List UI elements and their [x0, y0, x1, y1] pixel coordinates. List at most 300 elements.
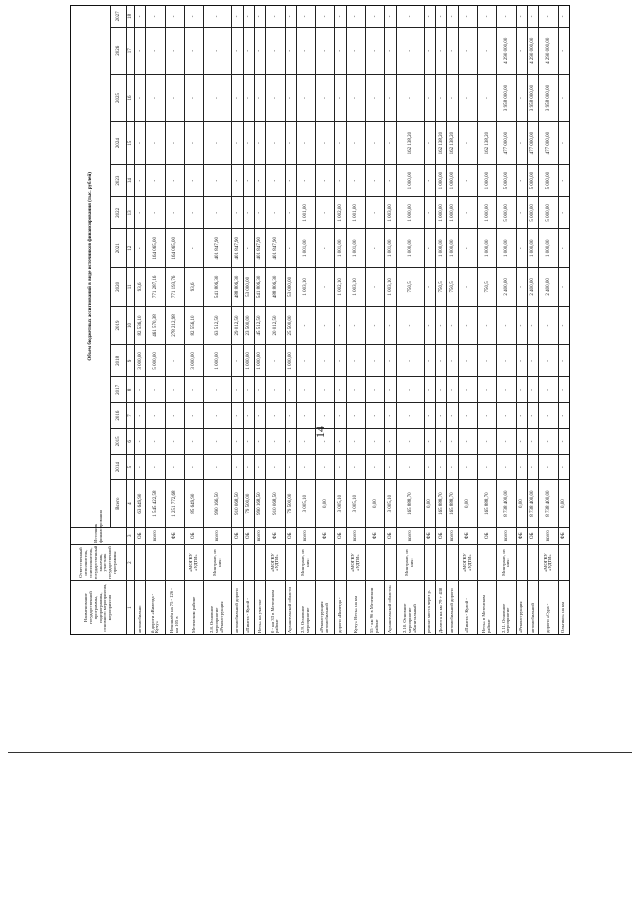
row-source: ФБ — [266, 527, 285, 544]
column-number: 6 — [127, 428, 135, 454]
row-year-value: - — [424, 165, 435, 197]
row-year-value: 1 000,00 — [396, 197, 424, 229]
row-year-value: 461 570,38 — [146, 306, 165, 345]
table-row — [516, 6, 527, 635]
rotated-table-container — [70, 5, 570, 635]
row-year-value: - — [165, 122, 184, 165]
row-year-value: - — [146, 165, 165, 197]
row-name: автомобильной — [527, 581, 538, 635]
table-row — [478, 6, 497, 635]
row-executor — [316, 544, 335, 580]
row-year-value: - — [558, 306, 569, 345]
row-year-value: - — [146, 377, 165, 403]
row-year-value: - — [296, 345, 315, 377]
row-source: ОБ — [243, 527, 254, 544]
row-year-value: - — [243, 6, 254, 28]
row-year-value: - — [478, 345, 497, 377]
row-year-value: - — [243, 454, 254, 480]
column-number: 10 — [127, 306, 135, 345]
row-year-value: - — [232, 428, 243, 454]
row-year-value: - — [366, 197, 385, 229]
row-year-value: - — [396, 454, 424, 480]
row-year-value: - — [204, 122, 232, 165]
table-row — [497, 6, 516, 635]
row-year-value: 5 000,00 — [539, 197, 558, 229]
row-year-value: 3 000,00 — [184, 345, 203, 377]
row-source: ОБ — [285, 527, 296, 544]
row-name: 0 - км 33 в Мезенском районе — [266, 581, 285, 635]
row-year-value: - — [424, 197, 435, 229]
row-executor: Минтранс, из них: — [396, 544, 424, 580]
row-source: всего — [146, 527, 165, 544]
row-year-value: 23 500,00 — [243, 306, 254, 345]
row-year-value: 1 003,10 — [346, 268, 365, 307]
row-year-value: - — [436, 74, 447, 121]
row-total: 990 166,50 — [204, 480, 232, 527]
row-year-value: - — [243, 27, 254, 74]
row-year-value: - — [296, 6, 315, 28]
row-year-value: - — [135, 403, 146, 429]
row-year-value: - — [285, 454, 296, 480]
row-year-value: 3 000,00 — [135, 345, 146, 377]
row-year-value: 750,5 — [447, 268, 458, 307]
row-year-value: 5 000,00 — [539, 165, 558, 197]
row-total: 85 649,90 — [184, 480, 203, 527]
header-funding-title: Объем бюджетных ассигнований в виде источников финансирования (тыс. рублей) — [71, 6, 111, 528]
row-year-value: - — [385, 454, 396, 480]
row-year-value: 1 000,00 — [478, 165, 497, 197]
row-year-value: 771 193,76 — [165, 268, 184, 307]
header-executor: Ответственный исполнитель, соисполнитель, государственный заказчик, участник государственной программы — [71, 544, 127, 580]
row-year-value: - — [527, 403, 538, 429]
row-year-value: - — [232, 197, 243, 229]
row-year-value: - — [516, 268, 527, 307]
row-year-value: 1 000,00 — [478, 229, 497, 268]
row-year-value: - — [184, 27, 203, 74]
row-year-value: - — [366, 27, 385, 74]
row-year-value: - — [539, 377, 558, 403]
row-year-value: 4 290 000,00 — [527, 27, 538, 74]
row-year-value: - — [204, 454, 232, 480]
row-year-value: - — [558, 229, 569, 268]
row-year-value: - — [366, 229, 385, 268]
row-year-value: - — [366, 122, 385, 165]
row-year-value: - — [316, 454, 335, 480]
row-year-value: - — [335, 345, 346, 377]
row-year-value: - — [436, 454, 447, 480]
row-year-value: - — [316, 306, 335, 345]
row-name: дороги «Вилегда - — [335, 581, 346, 635]
table-row — [447, 6, 458, 635]
row-year-value: - — [296, 306, 315, 345]
row-year-value: - — [335, 122, 346, 165]
row-year-value: 1 003,10 — [296, 268, 315, 307]
row-year-value: - — [366, 403, 385, 429]
row-year-value: - — [296, 27, 315, 74]
row-executor — [527, 544, 538, 580]
row-year-value: - — [285, 165, 296, 197]
row-year-value: 3 958 000,00 — [527, 74, 538, 121]
column-number: 4 — [127, 480, 135, 527]
row-year-value: - — [135, 122, 146, 165]
row-year-value: - — [243, 428, 254, 454]
row-year-value: - — [497, 454, 516, 480]
table-row — [232, 6, 243, 635]
row-year-value: - — [165, 345, 184, 377]
row-year-value: - — [458, 306, 477, 345]
row-year-value: - — [385, 428, 396, 454]
row-executor: «МОГКУ «УДТИ» — [184, 544, 203, 580]
row-year-value: - — [424, 6, 435, 28]
row-year-value: - — [458, 74, 477, 121]
row-executor — [478, 544, 497, 580]
row-year-value: 1 001,00 — [346, 229, 365, 268]
row-year-value: - — [436, 345, 447, 377]
row-year-value: - — [165, 165, 184, 197]
column-number: 11 — [127, 268, 135, 307]
row-executor — [146, 544, 165, 580]
row-year-value: - — [266, 6, 285, 28]
row-year-value: - — [424, 268, 435, 307]
row-year-value: - — [335, 6, 346, 28]
row-total: 165 888,70 — [447, 480, 458, 527]
row-year-value: - — [135, 428, 146, 454]
row-year-value: - — [478, 377, 497, 403]
header-total: Всего — [111, 480, 127, 527]
row-year-value: - — [458, 345, 477, 377]
row-year-value: - — [478, 74, 497, 121]
row-year-value: - — [346, 74, 365, 121]
row-year-value: 477 000,00 — [539, 122, 558, 165]
row-year-value: 1 000,00 — [254, 345, 265, 377]
row-year-value: - — [558, 74, 569, 121]
row-year-value: 162 138,20 — [396, 122, 424, 165]
row-year-value: - — [558, 403, 569, 429]
row-year-value: - — [424, 454, 435, 480]
table-row — [366, 6, 385, 635]
row-year-value: - — [497, 306, 516, 345]
row-year-value: - — [204, 27, 232, 74]
row-year-value: - — [335, 165, 346, 197]
row-year-value: - — [346, 165, 365, 197]
row-year-value: 1 000,00 — [447, 229, 458, 268]
row-year-value: - — [385, 122, 396, 165]
row-year-value: - — [146, 454, 165, 480]
row-year-value: - — [436, 27, 447, 74]
row-year-value: 5 000,00 — [527, 165, 538, 197]
row-year-value: 1 001,00 — [385, 229, 396, 268]
row-year-value: - — [346, 306, 365, 345]
row-year-value: - — [165, 454, 184, 480]
row-year-value: - — [135, 377, 146, 403]
row-year-value: - — [385, 6, 396, 28]
row-source: всего — [296, 527, 315, 544]
row-year-value: - — [243, 377, 254, 403]
row-source: ОБ — [335, 527, 346, 544]
row-year-value: - — [396, 306, 424, 345]
row-year-value: - — [266, 377, 285, 403]
row-source: ФБ — [558, 527, 569, 544]
row-year-value: 477 000,00 — [527, 122, 538, 165]
row-year-value: - — [385, 27, 396, 74]
row-year-value: - — [135, 229, 146, 268]
row-year-value: 541 806,30 — [254, 268, 265, 307]
table-row — [266, 6, 285, 635]
row-name: ремонт моста через р. — [424, 581, 435, 635]
row-year-value: - — [558, 165, 569, 197]
row-year-value: - — [396, 403, 424, 429]
row-year-value: 2 400,00 — [527, 268, 538, 307]
row-year-value: - — [396, 377, 424, 403]
row-year-value: 1 000,00 — [396, 165, 424, 197]
row-year-value: - — [316, 377, 335, 403]
row-year-value: - — [335, 454, 346, 480]
row-total: 3 005,10 — [346, 480, 365, 527]
row-year-value: - — [232, 403, 243, 429]
column-number: 18 — [127, 6, 135, 28]
row-year-value: - — [458, 197, 477, 229]
header-year: 2020 — [111, 268, 127, 307]
row-year-value: - — [296, 74, 315, 121]
row-year-value: - — [254, 197, 265, 229]
row-year-value: 771 287,16 — [146, 268, 165, 307]
row-year-value: - — [285, 122, 296, 165]
row-source: всего — [204, 527, 232, 544]
row-source: ФБ — [424, 527, 435, 544]
row-year-value: - — [447, 377, 458, 403]
row-year-value: - — [366, 165, 385, 197]
row-year-value: - — [436, 377, 447, 403]
row-year-value: - — [146, 403, 165, 429]
row-year-value: 1 003,10 — [385, 268, 396, 307]
row-year-value: - — [146, 74, 165, 121]
row-source: ОБ — [478, 527, 497, 544]
row-executor — [558, 544, 569, 580]
row-year-value: 5 000,00 — [146, 345, 165, 377]
row-total: 63 649,90 — [135, 480, 146, 527]
row-year-value: - — [436, 306, 447, 345]
row-year-value: - — [346, 122, 365, 165]
row-year-value: - — [527, 428, 538, 454]
row-year-value: - — [266, 27, 285, 74]
row-year-value: - — [385, 403, 396, 429]
row-year-value: - — [316, 403, 335, 429]
row-year-value: - — [516, 197, 527, 229]
row-year-value: - — [316, 27, 335, 74]
header-year: 2017 — [111, 377, 127, 403]
row-year-value: - — [204, 197, 232, 229]
row-year-value: 93,6 — [135, 268, 146, 307]
row-year-value: - — [254, 122, 265, 165]
row-year-value: - — [135, 165, 146, 197]
row-year-value: - — [285, 74, 296, 121]
row-year-value: 541 806,30 — [204, 268, 232, 307]
row-year-value: - — [558, 268, 569, 307]
row-year-value: - — [146, 122, 165, 165]
row-year-value: - — [346, 6, 365, 28]
column-number: 12 — [127, 229, 135, 268]
row-name: Архангельской области — [285, 581, 296, 635]
row-year-value: 1 001,00 — [296, 197, 315, 229]
row-year-value: - — [335, 403, 346, 429]
row-year-value: 164 065,00 — [146, 229, 165, 268]
row-year-value: - — [346, 454, 365, 480]
row-year-value: - — [447, 428, 458, 454]
row-source: ОБ — [184, 527, 203, 544]
row-year-value: - — [296, 377, 315, 403]
row-executor: Минтранс, из них: — [296, 544, 315, 580]
row-year-value: - — [558, 345, 569, 377]
row-year-value: - — [184, 165, 203, 197]
row-year-value: 488 806,30 — [266, 268, 285, 307]
row-year-value: - — [204, 428, 232, 454]
row-year-value: - — [165, 74, 184, 121]
row-source: всего — [447, 527, 458, 544]
page-number: 14 — [313, 426, 327, 438]
row-year-value: 3 958 000,00 — [497, 74, 516, 121]
row-year-value: - — [316, 6, 335, 28]
row-year-value: - — [135, 74, 146, 121]
row-year-value: - — [146, 428, 165, 454]
row-year-value: 45 512,50 — [254, 306, 265, 345]
row-total: 910 068,50 — [266, 480, 285, 527]
row-year-value: - — [558, 377, 569, 403]
row-year-value: - — [558, 454, 569, 480]
row-year-value: - — [497, 428, 516, 454]
row-year-value: - — [266, 122, 285, 165]
header-year: 2024 — [111, 122, 127, 165]
row-year-value: 1 000,00 — [204, 345, 232, 377]
row-year-value: - — [316, 197, 335, 229]
row-year-value: 1 001,00 — [296, 229, 315, 268]
row-name: «Пинега - Кулой - — [243, 581, 254, 635]
table-row — [396, 6, 424, 635]
row-year-value: - — [346, 428, 365, 454]
row-name: Архангельской области» — [385, 581, 396, 635]
row-name: автомобильно — [135, 581, 146, 635]
row-year-value: - — [478, 306, 497, 345]
header-year: 2015 — [111, 428, 127, 454]
row-year-value: - — [539, 345, 558, 377]
header-row-numbers — [127, 6, 135, 635]
row-year-value: - — [335, 428, 346, 454]
row-year-value: 93,6 — [184, 268, 203, 307]
row-year-value: - — [458, 6, 477, 28]
row-name: «Реконструкция — [516, 581, 527, 635]
row-year-value: - — [243, 165, 254, 197]
row-source: ОБ — [232, 527, 243, 544]
table-row — [243, 6, 254, 635]
row-year-value: - — [285, 27, 296, 74]
row-year-value: - — [527, 306, 538, 345]
row-year-value: - — [184, 428, 203, 454]
row-year-value: - — [254, 377, 265, 403]
row-year-value: - — [146, 6, 165, 28]
row-source: всего — [346, 527, 365, 544]
row-year-value: 164 065,00 — [165, 229, 184, 268]
row-year-value: - — [385, 165, 396, 197]
row-total: 0,00 — [516, 480, 527, 527]
row-year-value: - — [478, 403, 497, 429]
row-year-value: - — [254, 165, 265, 197]
row-year-value: - — [335, 377, 346, 403]
table-body — [135, 6, 570, 635]
row-year-value: 401 847,90 — [232, 229, 243, 268]
row-year-value: - — [366, 345, 385, 377]
row-year-value: - — [436, 403, 447, 429]
row-year-value: 1 002,00 — [335, 197, 346, 229]
row-year-value: 1 000,00 — [447, 165, 458, 197]
row-year-value: - — [366, 428, 385, 454]
row-executor — [254, 544, 265, 580]
row-source: всего — [539, 527, 558, 544]
row-year-value: - — [436, 6, 447, 28]
row-year-value: - — [316, 345, 335, 377]
row-year-value: - — [516, 428, 527, 454]
table-row — [285, 6, 296, 635]
row-year-value: - — [254, 6, 265, 28]
row-year-value: - — [254, 428, 265, 454]
row-year-value: - — [316, 165, 335, 197]
row-year-value: - — [346, 377, 365, 403]
row-year-value: - — [204, 6, 232, 28]
row-year-value: - — [458, 27, 477, 74]
row-year-value: - — [458, 268, 477, 307]
row-year-value: 750,5 — [436, 268, 447, 307]
row-year-value: 750,5 — [396, 268, 424, 307]
row-executor — [335, 544, 346, 580]
row-year-value: - — [396, 428, 424, 454]
row-year-value: - — [266, 403, 285, 429]
row-year-value: - — [366, 268, 385, 307]
row-executor — [165, 544, 184, 580]
row-year-value: - — [447, 345, 458, 377]
row-year-value: - — [316, 268, 335, 307]
row-year-value: - — [232, 345, 243, 377]
row-year-value: 29 012,50 — [232, 306, 243, 345]
row-year-value: 1 000,00 — [285, 345, 296, 377]
row-year-value: - — [296, 428, 315, 454]
row-year-value: - — [204, 74, 232, 121]
table-row — [558, 6, 569, 635]
row-year-value: - — [458, 428, 477, 454]
row-name: Долгота на км 79 + 438 — [436, 581, 447, 635]
row-year-value: - — [458, 229, 477, 268]
row-year-value: - — [396, 74, 424, 121]
row-name: Некошлён на 75 - 126 - км 105 в — [165, 581, 184, 635]
row-year-value: - — [396, 345, 424, 377]
row-year-value: - — [527, 345, 538, 377]
row-year-value: - — [232, 377, 243, 403]
row-source: ОБ — [385, 527, 396, 544]
row-year-value: - — [558, 428, 569, 454]
row-year-value: - — [232, 122, 243, 165]
row-year-value: - — [266, 454, 285, 480]
row-year-value: - — [458, 165, 477, 197]
row-total: 165 888,70 — [396, 480, 424, 527]
row-year-value: - — [204, 377, 232, 403]
row-executor — [385, 544, 396, 580]
row-year-value: - — [558, 27, 569, 74]
row-year-value: 1 000,00 — [478, 197, 497, 229]
row-year-value: - — [165, 403, 184, 429]
row-year-value: 5 000,00 — [527, 197, 538, 229]
row-executor: «МОГКУ «УДТИ» — [266, 544, 285, 580]
table-row — [458, 6, 477, 635]
table-row — [335, 6, 346, 635]
row-year-value: - — [243, 403, 254, 429]
row-executor: «МОГКУ «УДТИ» — [458, 544, 477, 580]
